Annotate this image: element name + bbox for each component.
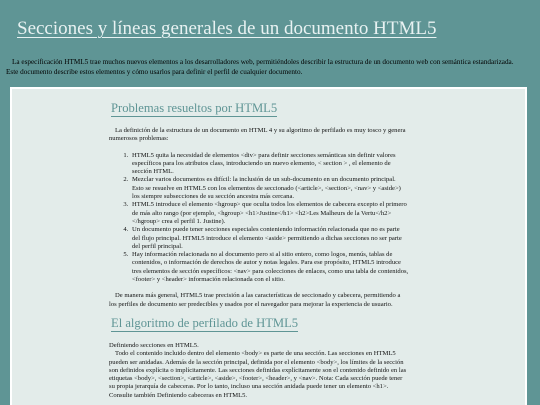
page-title: Secciones y líneas generales de un documento HTML5 bbox=[17, 18, 437, 39]
section-outro: De manera más general, HTML5 trae precisión a las características de seccionado y cabecera, permitiendo a los perfiles de documento ser predecibles y usados por el navegador para mejorar la experiencia de usuario. bbox=[109, 292, 401, 308]
section-first-line: Definiendo secciones en HTML5. bbox=[109, 342, 199, 349]
list-item: 2. Mezclar varios documentos es difícil: la inclusión de un sub-documento en un documento principal. Esto se resuelve en HTML5 con los elementos de seccionado (<article>, <section>, <nav> y <aside>) los siempre subsecciones de su sección ancestra más cercana. bbox=[130, 176, 409, 201]
list-item: 4. Un documento puede tener secciones especiales conteniendo información relacionada que no es parte del flujo principal. HTML5 introduce el elemento <aside> permitiendo a dichas secciones no ser parte del perfil principal. bbox=[130, 226, 409, 251]
section-algoritmo bbox=[12, 315, 525, 400]
section-heading-text: Problemas resueltos por HTML5 bbox=[111, 101, 278, 115]
problem-list bbox=[109, 152, 409, 285]
section-body bbox=[12, 332, 409, 400]
section-heading bbox=[12, 100, 525, 117]
section-heading-text: El algoritmo de perfilado de HTML5 bbox=[111, 316, 299, 330]
content-panel bbox=[10, 87, 527, 405]
list-item: 1. HTML5 quita la necesidad de elementos <div> para definir secciones semánticas sin definir valores específicos para los atributos class, introduciendo un nuevo elemento, < section > , el elemento de sección HTML. bbox=[130, 152, 409, 177]
section-paragraph: Todo el contenido incluido dentro del elemento <body> es parte de una sección. Las secciones en HTML5 pueden ser anidadas. Además de la sección principal, definida por el elemento <body>, los límites de la sección son definidos explícita o implícitamente. Las secciones definidas explícitamente son el contenido definido en las etiquetas <body>, <section>, <article>, <aside>, <footer>, <header>, y <nav>. Nota: Cada sección puede tener su propia jerarquía de cabeceras. Por lo tanto, incluso una sección anidada puede tener un elemento <h1>. Consulte también Definiendo cabeceras en HTML5. bbox=[109, 350, 407, 399]
list-item: 3. HTML5 introduce el elemento <hgroup> que oculta todos los elementos de cabecera excepto el primero de más alto rango (por ejemplo, <hgroup> <h1>Justine</h1> <h2>Les Malheurs de la Vertu</h2> </hgroup> crea el perfil 1. Justine). bbox=[130, 201, 409, 226]
section-problemas bbox=[12, 100, 525, 309]
intro-paragraph: La especificación HTML5 trae muchos nuevos elementos a los desarrolladores web, permitiéndoles describir la estructura de un documento web con semántica estandarizada. Este documento describe estos elementos y cómo usarlos para definir el perfil de cualquier documento. bbox=[6, 58, 514, 76]
section-intro: La definición de la estructura de un documento en HTML 4 y su algoritmo de perfilado es muy tosco y genera numerosos problemas: bbox=[109, 127, 406, 143]
section-heading bbox=[12, 315, 525, 332]
section-body bbox=[12, 117, 409, 309]
list-item: 5. Hay información relacionada no al documento pero si al sitio entero, como logos, menús, tablas de contenidos, o información de derechos de autor y notas legales. Para ese propósito, HTML5 introduce tres elementos de sección específicos: <nav> para colecciones de enlaces, como una tabla de contenidos, <footer> y <header> información relacionada con el sitio. bbox=[130, 251, 409, 284]
